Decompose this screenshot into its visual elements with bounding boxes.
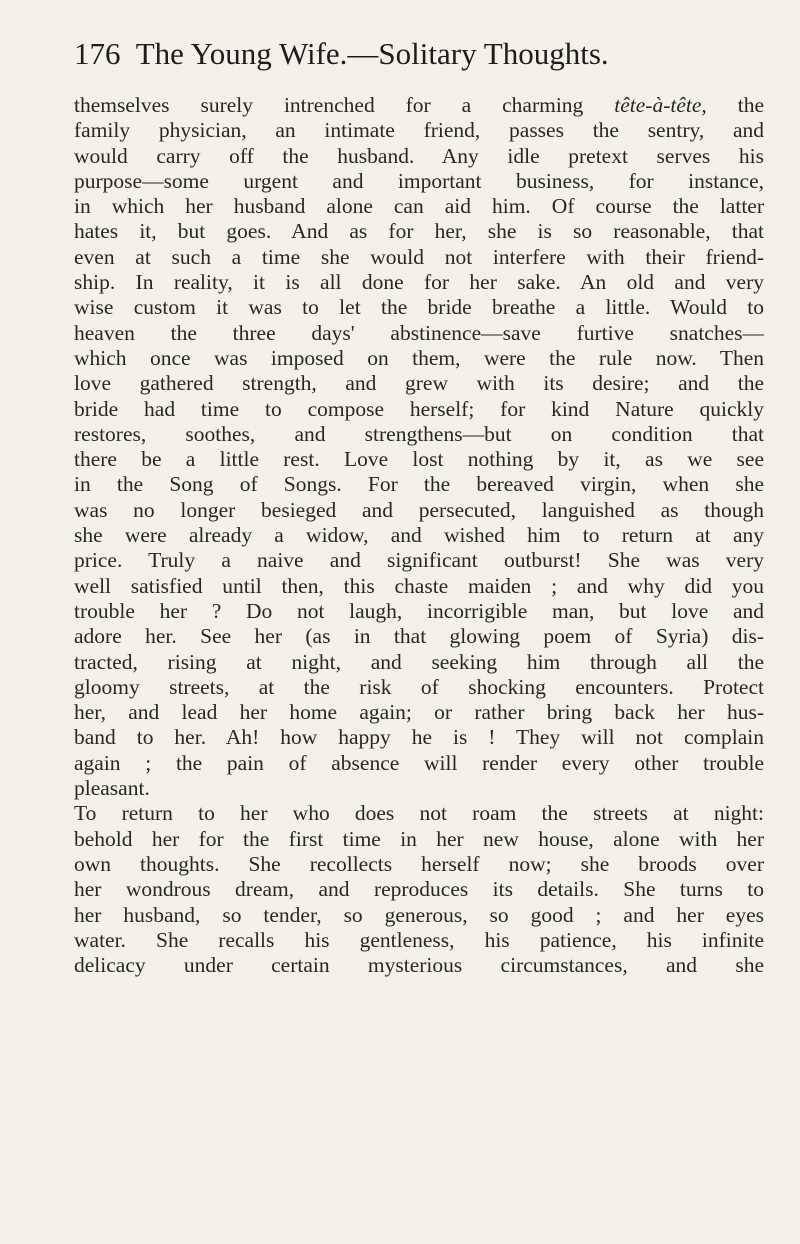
running-head — [74, 34, 754, 74]
text-line: family physician, an intimate friend, passes the sentry, and — [74, 118, 764, 143]
text-line: purpose—some urgent and important business, for instance, — [74, 168, 764, 193]
text-fragment: the — [706, 93, 764, 117]
text-line: was no longer besieged and persecuted, languished as though — [74, 497, 764, 522]
text-line: price. Truly a naive and significant outburst! She was very — [74, 548, 764, 573]
text-line: well satisfied until then, this chaste maiden ; and why did you — [74, 573, 764, 598]
chapter-title: The Young Wife.—Solitary Thoughts. — [135, 36, 609, 71]
text-line: own thoughts. She recollects herself now; she broods over — [74, 851, 764, 876]
text-line: her wondrous dream, and reproduces its details. She turns to — [74, 877, 764, 902]
text-line: pleasant. — [74, 776, 150, 801]
text-line: heaven the three days' abstinence—save furtive snatches— — [74, 320, 764, 345]
text-line: hates it, but goes. And as for her, she is so reasonable, that — [74, 219, 764, 244]
text-line: which once was imposed on them, were the rule now. Then — [74, 345, 764, 370]
body-text — [74, 93, 764, 978]
text-line: there be a little rest. Love lost nothing by it, as we see — [74, 447, 764, 472]
text-line: her, and lead her home again; or rather bring back her hus- — [74, 700, 764, 725]
text-line: in the Song of Songs. For the bereaved virgin, when she — [74, 472, 764, 497]
text-line: again ; the pain of absence will render every other trouble — [74, 750, 764, 775]
text-fragment: themselves surely intrenched for a charming — [74, 93, 615, 117]
text-line: ship. In reality, it is all done for her sake. An old and very — [74, 270, 764, 295]
text-line: even at such a time she would not interfere with their friend- — [74, 244, 764, 269]
text-line — [74, 93, 764, 118]
text-line: restores, soothes, and strengthens—but on condition that — [74, 421, 764, 446]
text-line: her husband, so tender, so generous, so good ; and her eyes — [74, 902, 764, 927]
text-line: she were already a widow, and wished him to return at any — [74, 523, 764, 548]
italic-phrase: tête-à-tête, — [614, 93, 707, 117]
text-line: adore her. See her (as in that glowing poem of Syria) dis- — [74, 624, 764, 649]
text-line: bride had time to compose herself; for kind Nature quickly — [74, 396, 764, 421]
text-line: trouble her ? Do not laugh, incorrigible man, but love and — [74, 598, 764, 623]
text-line: love gathered strength, and grew with its desire; and the — [74, 371, 764, 396]
text-line: tracted, rising at night, and seeking him through all the — [74, 649, 764, 674]
text-line: behold her for the first time in her new house, alone with her — [74, 826, 764, 851]
text-line: would carry off the husband. Any idle pretext serves his — [74, 143, 764, 168]
text-line: To return to her who does not roam the streets at night: — [74, 801, 764, 826]
page-number: 176 — [74, 36, 121, 71]
text-line: in which her husband alone can aid him. Of course the latter — [74, 194, 764, 219]
text-line: gloomy streets, at the risk of shocking encounters. Protect — [74, 674, 764, 699]
text-line: water. She recalls his gentleness, his patience, his infinite — [74, 927, 764, 952]
text-line: wise custom it was to let the bride breathe a little. Would to — [74, 295, 764, 320]
text-line: band to her. Ah! how happy he is ! They will not complain — [74, 725, 764, 750]
text-line: delicacy under certain mysterious circumstances, and she — [74, 953, 764, 978]
